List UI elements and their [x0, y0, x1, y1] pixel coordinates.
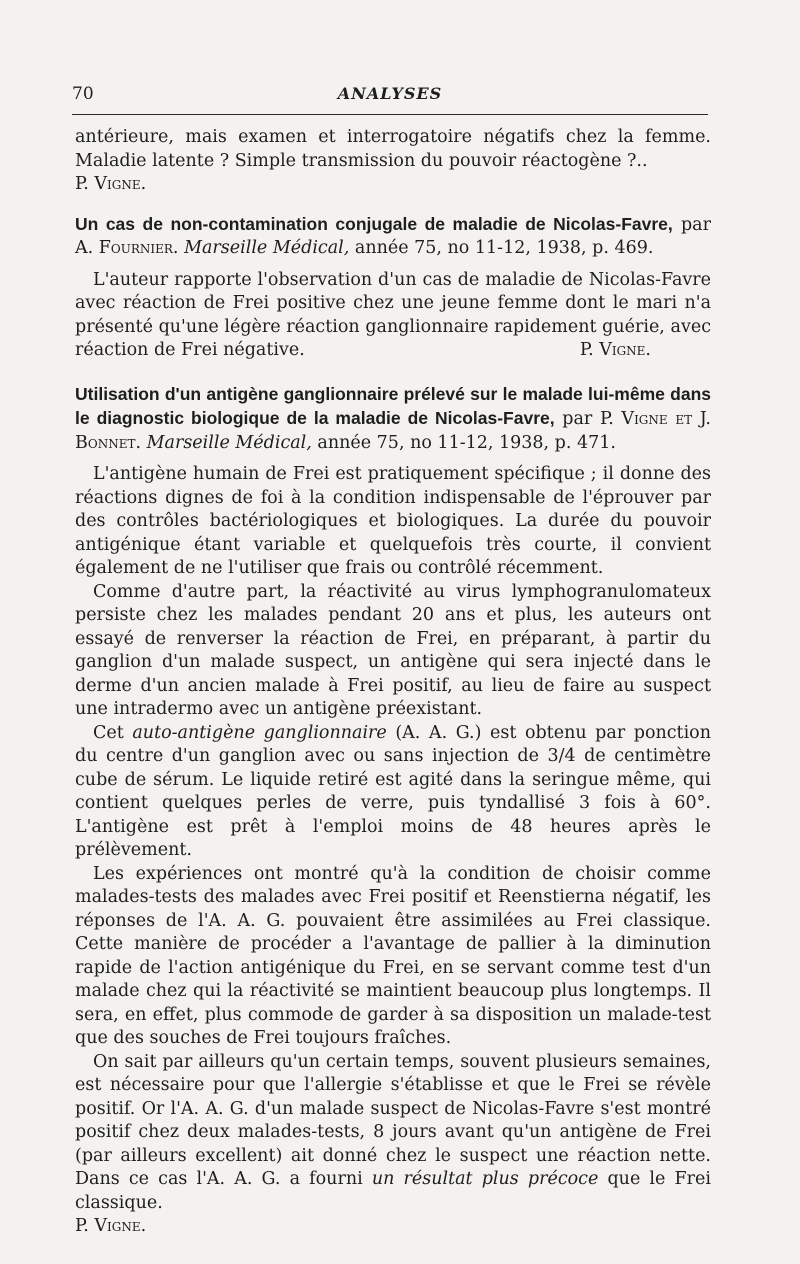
article-1-summary-para — [75, 269, 711, 363]
page-header — [72, 84, 708, 110]
page-number: 70 — [72, 84, 94, 104]
article-2-p3-italic: auto-antigène ganglionnaire — [132, 722, 387, 743]
article-2-journal: Marseille Médical, — [146, 432, 312, 453]
article-2-paragraph-1: L'antigène humain de Frei est pratiquement spécifique ; il donne des réactions dignes de foi à la condition indispensable de l'éprouver par des contrôles bactériologiques et biologiques. La durée du pouvoir antigénique étant variable et quelquefois très courte, il convient également de ne l'utiliser que frais ou contrôlé récemment. — [75, 464, 711, 578]
article-2-reference: année 75, no 11-12, 1938, p. 471. — [317, 432, 616, 453]
article-1-summary: L'auteur rapporte l'observation d'un cas de maladie de Nicolas-Favre avec réaction de Frei positive chez une jeune femme dont le mari n'a présenté qu'une légère réaction ganglionnaire rapidement guérie, avec réaction de Frei négative. — [75, 269, 711, 360]
article-2-signature: P. Vigne. — [75, 1216, 147, 1236]
article-2-paragraph-5 — [75, 1051, 711, 1216]
article-2-p3-rest: (A. A. G.) est obtenu par ponction du centre d'un ganglion avec ou sans injection de 3/4 de centimètre cube de sérum. Le liquide retiré est agité dans la seringue même, qui contient quelques perles de verre, puis tyndallisé 3 fois à 60°. L'antigène est prêt à l'emploi moins de 48 heures après le prélèvement. — [75, 722, 711, 860]
article-2-p5-italic: un résultat plus précoce — [371, 1169, 599, 1189]
article-1-title: Un cas de non-contamination conjugale de maladie de Nicolas-Favre, — [75, 213, 673, 234]
article-1-heading — [75, 213, 711, 261]
article-2-paragraph-4: Les expériences ont montré qu'à la condition de choisir comme malades-tests des malades avec Frei positif et Reenstierna négatif, les réponses de l'A. A. G. pouvaient être assimilées au Frei classique. Cette manière de procéder a l'avantage de pallier à la diminution rapide de l'action antigénique du Frei, en se servant comme test d'un malade chez qui la réactivité se maintient beaucoup plus longtemps. Il sera, en effet, plus commode de garder à sa disposition un malade-test que des souches de Frei toujours fraîches. — [75, 863, 711, 1048]
continuation-text: antérieure, mais examen et interrogatoire négatifs chez la femme. Maladie latente ? Simple transmission du pouvoir réactogène ?.. — [75, 127, 711, 171]
article-2-paragraph-3 — [75, 722, 711, 863]
article-1-reference: année 75, no 11-12, 1938, p. 469. — [354, 238, 654, 258]
article-2-title: Utilisation d'un antigène ganglionnaire prélevé sur le malade lui-même dans le diagnostic biologique de la maladie de Nicolas-Favre, — [75, 383, 711, 428]
article-2 — [75, 383, 711, 1239]
article-1-by: par — [680, 214, 711, 235]
article-2-authors: P. Vigne et J. Bonnet. — [75, 409, 711, 453]
article-1-signature: P. Vigne. — [579, 340, 651, 360]
article-2-by: par — [562, 409, 593, 429]
article-1-authors: A. Fournier. — [75, 238, 179, 258]
article-2-heading — [75, 383, 711, 456]
article-2-p5-end: que le Frei classique. — [75, 1169, 711, 1213]
article-2-paragraph-2: Comme d'autre part, la réactivité au virus lymphogranulomateux persiste chez les malades pendant 20 ans et plus, les auteurs ont essayé de renverser la réaction de Frei, en préparant, à partir du ganglion d'un malade suspect, un antigène qui sera injecté dans le derme d'un ancien malade à Frei positif, au lieu de faire au suspect une intradermo avec un antigène préexistant. — [75, 581, 711, 719]
page-body — [75, 126, 711, 1239]
running-head: ANALYSES — [337, 84, 443, 103]
article-1 — [75, 213, 711, 363]
header-rule — [72, 114, 708, 115]
article-2-p5-start: On sait par ailleurs qu'un certain temps, souvent plusieurs semaines, est nécessaire pour que l'allergie s'établisse et que le Frei se révèle positif. Or l'A. A. G. d'un malade suspect de Nicolas-Favre s'est montré positif chez deux malades-tests, 8 jours avant qu'un antigène de Frei (par ailleurs excellent) ait donné chez le suspect une réaction nette. Dans ce cas l'A. A. G. a fourni — [75, 1051, 711, 1189]
article-2-p3-start: Cet — [93, 722, 124, 743]
continuation-signature: P. Vigne. — [75, 174, 147, 194]
article-1-journal: Marseille Médical, — [184, 238, 350, 258]
